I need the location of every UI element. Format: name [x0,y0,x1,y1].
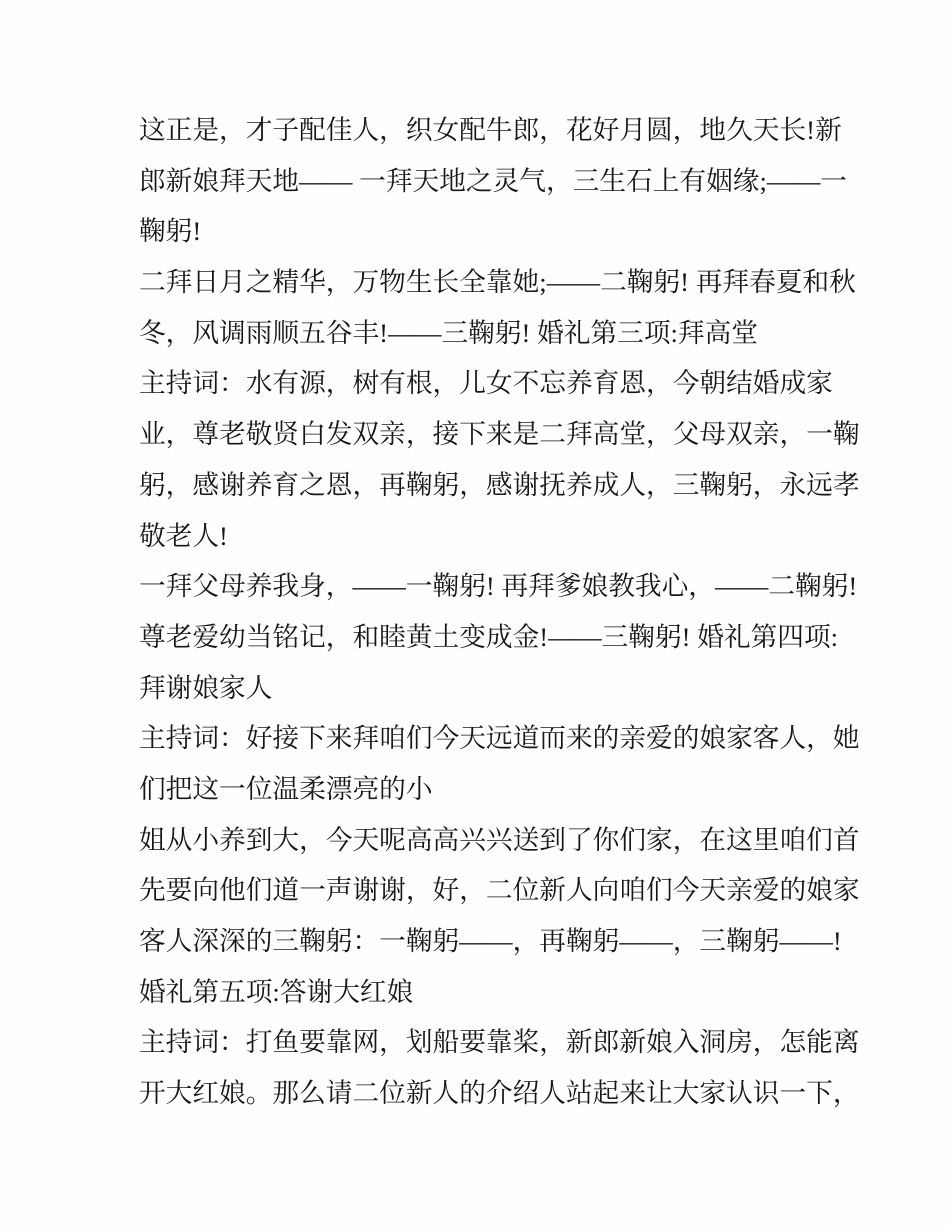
text-line: 鞠躬! [139,216,202,247]
text-line: 开大红娘。那么请二位新人的介绍人站起来让大家认识一下， [139,1078,860,1109]
text-line: 敬老人! [139,520,228,551]
text-line: 姐从小养到大，今天呢高高兴兴送到了你们家，在这里咱们首 [139,824,860,855]
text-line: 躬，感谢养育之恩，再鞠躬，感谢抚养成人，三鞠躬，永远孝 [139,469,860,500]
text-line: 们把这一位温柔漂亮的小 [139,773,433,804]
text-line: 主持词：水有源，树有根，儿女不忘养育恩，今朝结婚成家 [139,368,833,399]
text-line: 婚礼第五项:答谢大红娘 [139,976,414,1007]
text-line: 先要向他们道一声谢谢，好，二位新人向咱们今天亲爱的娘家 [139,875,860,906]
text-line: 业，尊老敬贤白发双亲，接下来是二拜高堂，父母双亲，一鞠 [139,419,860,450]
text-line: 客人深深的三鞠躬：一鞠躬——，再鞠躬——，三鞠躬——! [139,926,842,956]
text-line: 这正是，才子配佳人，织女配牛郎，花好月圆，地久天长!新 [139,115,842,145]
text-line: 冬，风调雨顺五谷丰!——三鞠躬! 婚礼第三项:拜高堂 [139,317,758,348]
text-line: 主持词：打鱼要靠网，划船要靠桨，新郎新娘入洞房，怎能离 [139,1027,860,1058]
text-line: 拜谢娘家人 [139,672,273,703]
text-line: 主持词：好接下来拜咱们今天远道而来的亲爱的娘家客人，她 [139,723,860,754]
text-line: 尊老爱幼当铭记，和睦黄土变成金!——三鞠躬! 婚礼第四项: [139,621,839,652]
text-line: 一拜父母养我身，——一鞠躬! 再拜爹娘教我心，——二鞠躬! [139,571,858,602]
text-line: 郎新娘拜天地—— 一拜天地之灵气，三生石上有姻缘;——一 [139,165,847,196]
text-line: 二拜日月之精华，万物生长全靠她;——二鞠躬! 再拜春夏和秋 [139,267,856,298]
